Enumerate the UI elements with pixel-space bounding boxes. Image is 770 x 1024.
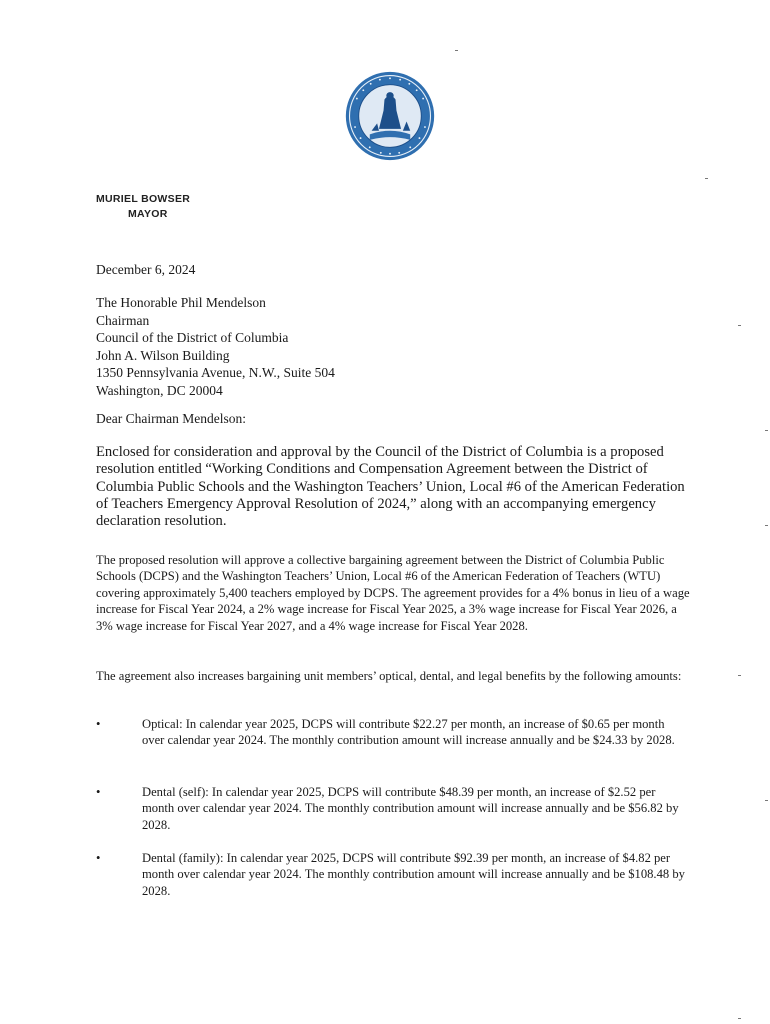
bullet-dot-icon: • [96,851,101,865]
address-line: The Honorable Phil Mendelson [96,295,266,310]
list-item-text: Optical: In calendar year 2025, DCPS will contribute $22.27 per month, an increase of $0.65 per month over calendar year 2024. The monthly contribution amount will increase annually and be $24.33 by 2028. [142,717,675,748]
bullet-dot-icon: • [96,785,101,799]
letter-date: December 6, 2024 [96,262,196,277]
scan-mark [738,1018,741,1019]
scan-mark [455,50,458,51]
address-line: 1350 Pennsylvania Avenue, N.W., Suite 504 [96,365,335,381]
recipient-address [96,294,496,400]
scan-mark [765,525,768,526]
mayor-title: MAYOR [128,208,168,220]
body-paragraph-agreement: The proposed resolution will approve a collective bargaining agreement between the District of Columbia Public Schools (DCPS) and the Washington Teachers’ Union, Local #6 of the American Federation of Teachers (WTU) covering approximately 5,400 teachers employed by DCPS. The agreement provides for a 4% bonus in lieu of a wage increase for Fiscal Year 2024, a 2% wage increase for Fiscal Year 2025, a 3% wage increase for Fiscal Year 2026, a 3% wage increase for Fiscal Year 2027, and a 4% wage increase for Fiscal Year 2028. [96,553,690,633]
address-line: Chairman [96,312,150,328]
intro-paragraph: Enclosed for consideration and approval by the Council of the District of Columbia is a proposed resolution entitled “Working Conditions and Compensation Agreement between the District of Columbia Public Schools and the Washington Teachers’ Union, Local #6 of the American Federation of Teachers Emergency Approval Resolution of 2024,” along with an accompanying emergency declaration resolution. [96,444,685,530]
scan-mark [738,675,741,676]
mayor-name: MURIEL BOWSER [96,193,191,205]
scan-mark [705,178,708,179]
body-paragraph-benefits: The agreement also increases bargaining unit members’ optical, dental, and legal benefits by the following amounts: [96,669,682,683]
address-line: Washington, DC 20004 [96,382,223,398]
salutation: Dear Chairman Mendelson: [96,411,246,426]
list-item-text: Dental (self): In calendar year 2025, DCPS will contribute $48.39 per month, an increase of $2.52 per month over calendar year 2024. The monthly contribution amount will increase annually and be $56.82 by 2028. [142,785,679,832]
district-seal-icon [344,70,436,162]
scan-mark [738,325,741,326]
list-item-text: Dental (family): In calendar year 2025, DCPS will contribute $92.39 per month, an increase of $4.82 per month over calendar year 2024. The monthly contribution amount will increase annually and be $108.48 by 2028. [142,851,685,898]
address-line: Council of the District of Columbia [96,330,289,346]
scan-mark [765,430,768,431]
address-line: John A. Wilson Building [96,347,230,363]
bullet-dot-icon: • [96,717,101,731]
scan-mark [765,800,768,801]
